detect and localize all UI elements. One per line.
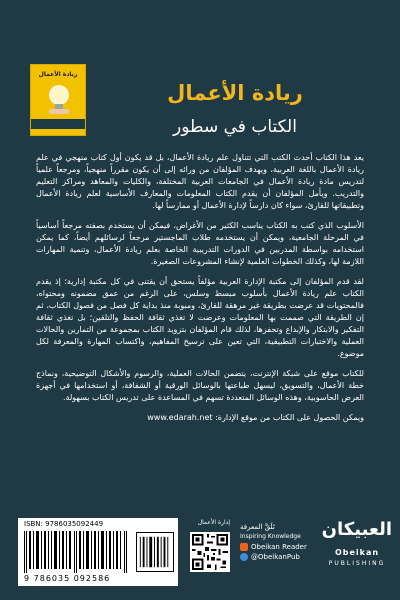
price-barcode-graphic — [136, 532, 174, 572]
website-link[interactable]: www.edarah.net — [147, 413, 213, 422]
description-paragraph-4: للكتاب موقع على شبكة الإنترنت، يتضمن الحالات العملية، والرسوم والأشكال التوضيحية، ونماذج خطة الأعمال، والتسويق، ليسهل طباعتها بالوسائل الورقية أو الشفافة، أو استخدامها في أجهزة العرض الحاسوبية، وهذه الوسائل المتعددة تسهم في المساعدة على تدريس الكتاب بسهولة. — [36, 369, 364, 402]
social-handle-link[interactable] — [240, 552, 310, 562]
book-title: ريادة الأعمال — [167, 81, 303, 105]
publisher-name-english: Obeikan — [334, 548, 380, 557]
qr-code[interactable] — [190, 532, 230, 572]
reader-app-label: Obeikan Reader — [251, 543, 307, 551]
barcode-digits: 9 786035 092586 — [24, 574, 111, 583]
social-icon — [240, 553, 248, 561]
book-category: إدارة الأعمال — [197, 519, 230, 526]
learning-tagline-block — [240, 522, 310, 562]
description-paragraph-1: يعد هذا الكتاب أحدث الكتب التي تتناول علم ريادة الأعمال، بل قد يكون أول كتاب منهجي في علم ريادة الأعمال باللغة العربية، ويهدف المؤلفان من ورائه إلى أن يكون مقرراً منهجياً، ومرجعاً علمياً لتدريس مادة ريادة الأعمال في الجامعات العربية المختلفة، والكليات والمعاهد ومراكز التعليم والتدريب. ويأمل المؤلفان أن يقدم الكتاب المعلومات والمعارف الأساسية لعلم ريادة الأعمال وتطبيقاتها للقارئ، سواء كان دارساً لإدارة الأعمال أو ممارساً لها. — [36, 153, 364, 210]
description-paragraph-3: لقد قدم المؤلفان إلى مكتبة الإدارة العربية مؤلفاً يستحق أن يقتنى في كل مكتبة إدارية؛ إذ يقدم الكتاب علم ريادة الأعمال بأسلوب مبسط وسلس، على الرغم من عمق مضمونه ومحتواه، فالمحتويات قد عرضت بطريقة غير مرهقة للقارئ، ومبوبة منذ بداية كل فصل من فصول الكتاب، ثم إن الطريقة التي صممت بها المعلومات وعرضت لا تغذي ثقافة الحفظ والتلقين؛ بل تغذي ثقافة التفكير والابتكار والإبداع وتحفزها، لذلك قام المؤلفان بتزويد الكتاب بمجموعة من التمارين والحالات العملية والاختبارات التطبيقية، التي تعين على ترسيخ المفاهيم، واكتساب المهارة والمعرفة لكل موضوع. — [36, 277, 364, 358]
thumbnail-title: ريادة الأعمال — [38, 71, 78, 78]
lightbulb-icon — [45, 83, 73, 115]
reader-app-icon — [240, 543, 248, 551]
book-cover-thumbnail — [30, 64, 86, 136]
availability-text: ويمكن الحصول على الكتاب من موقع الإدارة: — [215, 413, 364, 422]
social-handle-label: @ObeikanPub — [251, 553, 300, 561]
reader-app-link[interactable] — [240, 542, 310, 552]
thumbnail-band — [31, 119, 85, 129]
barcode-panel — [18, 518, 178, 586]
publisher-name-arabic: العبيكان — [321, 519, 392, 540]
barcode-graphic — [24, 531, 128, 573]
description-paragraph-2: الأسلوب الذي كتب به الكتاب يناسب الكثير من الأغراض، فيمكن أن يستخدم بصفته مرجعاً أساسياً في المرحلة الجامعية، ويمكن أن يستخدمه طلاب الماجستير مرجعاً لرسائلهم أيضاً، كما يمكن استخدامه بواسطة المدربين في الدورات التدريبية الخاصة بعلم ريادة الأعمال، وتنمية المهارات اللازمة لها، وكذلك الخطوات العلمية لإنشاء المشروعات الصغيرة. — [36, 221, 364, 266]
description-paragraph-5 — [36, 412, 364, 424]
learning-tagline: تَلَقَّ المعرفة — [240, 523, 275, 531]
isbn-label: ISBN: 9786035092449 — [24, 520, 104, 528]
publisher-logo — [322, 514, 392, 584]
book-subtitle: الكتاب في سطور — [173, 117, 297, 137]
publisher-subtitle: PUBLISHING — [328, 560, 386, 567]
book-description — [36, 152, 364, 497]
learning-tagline-en: Inspiring Knowledge — [240, 533, 301, 540]
